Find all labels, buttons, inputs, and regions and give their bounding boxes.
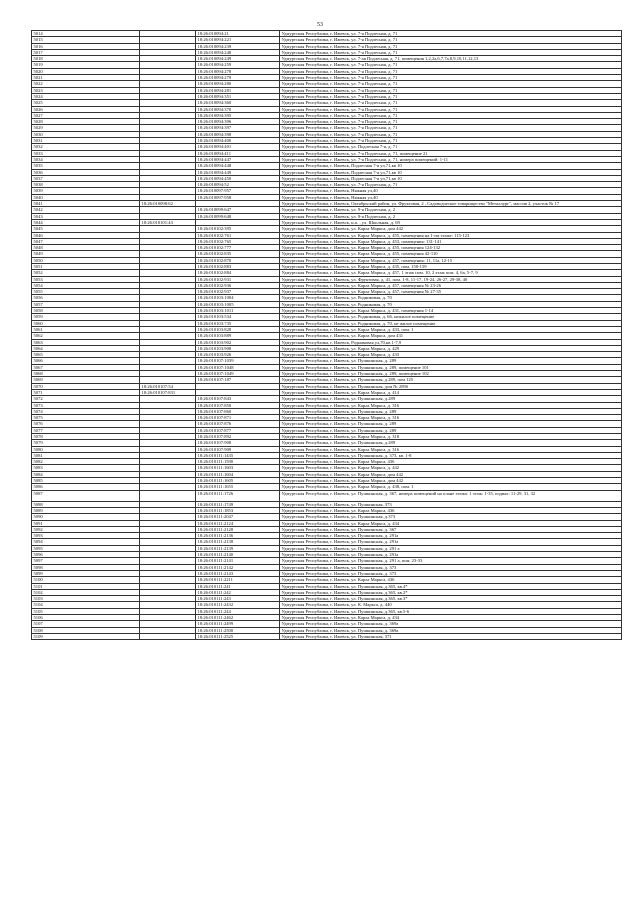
row-number-cell: 5040	[32, 194, 140, 200]
building-cadastral-number-cell: 18:26:010111:2525	[196, 633, 280, 639]
building-cadastral-number-cell: 18:26:010111:2211	[196, 577, 280, 583]
building-cadastral-number-cell: 18:26:010107:187	[196, 377, 280, 383]
address-cell: Удмуртская Республика, г. Ижевск, ул. 7-я Подлесная, д. 71	[280, 125, 622, 131]
row-number-cell: 5079	[32, 440, 140, 446]
land-cadastral-number-cell	[140, 490, 196, 501]
building-cadastral-number-cell: 18:26:010111:1435	[196, 452, 280, 458]
address-cell: Удмуртская Республика, г. Ижевск, Подлесная 7-я ул,71,кв 10	[280, 163, 622, 169]
row-number-cell: 5081	[32, 452, 140, 458]
row-number-cell: 5028	[32, 119, 140, 125]
land-cadastral-number-cell: 18:26:010107:54	[140, 383, 196, 389]
building-cadastral-number-cell: 18:26:010094:450	[196, 175, 280, 181]
building-cadastral-number-cell: 18:26:010102:883	[196, 263, 280, 269]
row-number-cell: 5085	[32, 478, 140, 484]
building-cadastral-number-cell: 18:26:010111:1655	[196, 484, 280, 490]
building-cadastral-number-cell: 18:26:010094:259	[196, 62, 280, 68]
address-cell: Удмуртская Республика, г. Ижевск, ул. Карла Маркса, д. 457, 1 этаж пом. 10, 2 этаж пом. 4, 6а, 5-7, 9	[280, 270, 622, 276]
row-number-cell: 5051	[32, 263, 140, 269]
row-number-cell: 5093	[32, 533, 140, 539]
row-number-cell: 5097	[32, 558, 140, 564]
building-cadastral-number-cell: 18:26:010111:1603	[196, 465, 280, 471]
address-cell: Удмуртская Республика, г. Ижевск, ул. Пушкинская, д. 291а	[280, 539, 622, 545]
building-cadastral-number-cell: 18:26:010094:395	[196, 112, 280, 118]
register-body	[32, 31, 622, 640]
row-number-cell: 5031	[32, 138, 140, 144]
address-cell: Удмуртская Республика, г. Ижевск, ул. Пушкинская, д. 289	[280, 427, 622, 433]
building-cadastral-number-cell: 18:26:010107:1039	[196, 358, 280, 364]
building-cadastral-number-cell: 18:26:010107:909	[196, 446, 280, 452]
building-cadastral-number-cell: 18:26:010102:761	[196, 232, 280, 238]
building-cadastral-number-cell: 18:26:010103:534	[196, 314, 280, 320]
row-number-cell: 5025	[32, 100, 140, 106]
address-cell: Удмуртская Республика, г. Ижевск, ул. 9-я Подлесная, д. 2	[280, 207, 622, 213]
building-cadastral-number-cell: 18:26:010102:395	[196, 226, 280, 232]
address-cell: Удмуртская Республика, г. Ижевск, ул. Пушкинская, д.289	[280, 396, 622, 402]
address-cell: Удмуртская Республика, г. Ижевск, ул. Карла Маркса, д. 442	[280, 465, 622, 471]
address-cell: Удмуртская Республика, г. Ижевск, ул. Подлесная 7-я, д. 71	[280, 144, 622, 150]
row-number-cell: 5106	[32, 615, 140, 621]
address-cell: Удмуртская Республика, г. Ижевск, ул. 7-я Подлесная, д. 71	[280, 81, 622, 87]
land-cadastral-number-cell	[140, 633, 196, 639]
address-cell: Удмуртская Республика, г. Ижевск, ул. Пушкинская, д.289	[280, 440, 622, 446]
row-number-cell: 5071	[32, 389, 140, 395]
address-cell: Удмуртская Республика, г. Ижевск, Родниковая ул,70,кв 1-7,9	[280, 339, 622, 345]
building-cadastral-number-cell: 18:26:010107:1049	[196, 371, 280, 377]
row-number-cell: 5053	[32, 276, 140, 282]
building-cadastral-number-cell: 18:26:010094:351	[196, 93, 280, 99]
building-cadastral-number-cell: 18:26:010103:1011	[196, 308, 280, 314]
row-number-cell: 5096	[32, 552, 140, 558]
building-cadastral-number-cell: 18:26:010094:449	[196, 169, 280, 175]
building-cadastral-number-cell: 18:26:010102:936	[196, 282, 280, 288]
row-number-cell: 5054	[32, 282, 140, 288]
building-cadastral-number-cell: 18:26:010094:401	[196, 144, 280, 150]
building-cadastral-number-cell: 18:26:010094:239	[196, 43, 280, 49]
building-cadastral-number-cell: 18:26:010103:1005	[196, 301, 280, 307]
address-cell: Удмуртская Республика, г. Ижевск, ул. Карла Маркса, д. 455, помещения 124-132	[280, 245, 622, 251]
address-cell: Удмуртская Республика, г. Ижевск, ул. Пушкинская, д. 291 а, пом. 23-33	[280, 558, 622, 564]
row-number-cell: 5030	[32, 131, 140, 137]
address-cell: Удмуртская Республика, г. Ижевск, ул. Пушкинская, 373	[280, 501, 622, 507]
address-cell: Удмуртская Республика, г. Ижевск, ул. Пушкинская, д. 291а	[280, 533, 622, 539]
address-cell: Удмуртская Республика, г. Ижевск, ул. 7-я Подлесная, д. 71	[280, 131, 622, 137]
row-number-cell: 5039	[32, 188, 140, 194]
address-cell: Удмуртская Республика, г. Ижевск, ул. Родниковая, д. 70	[280, 301, 622, 307]
building-cadastral-number-cell: 18:26:010111:2138	[196, 539, 280, 545]
address-cell: Удмуртская Республика, г. Ижевск, ул. Родниковая, д. 70, не жилое помещение.	[280, 320, 622, 326]
building-cadastral-number-cell: 18:26:010102:870	[196, 257, 280, 263]
address-cell: Удмуртская Республика, г. Ижевск, ул. Пушкинская, д. 289, помещение 101	[280, 364, 622, 370]
row-number-cell: 5018	[32, 56, 140, 62]
building-cadastral-number-cell: 18:26:010111:2140	[196, 552, 280, 558]
building-cadastral-number-cell: 18:26:010102:931	[196, 276, 280, 282]
address-cell: Удмуртская Республика, г. Ижевск, ул. Карла Маркса, 436	[280, 507, 622, 513]
row-number-cell: 5038	[32, 182, 140, 188]
address-cell: Удмуртская Республика, г. Ижевск, ул. Карла Маркса, д. 431, помещения 1-14	[280, 308, 622, 314]
building-cadastral-number-cell: 18:26:010111:2139	[196, 545, 280, 551]
row-number-cell: 5074	[32, 408, 140, 414]
address-cell: Удмуртская Республика, г. Ижевск, ул. Пушкинская, д. 291 а	[280, 545, 622, 551]
register-table	[31, 30, 622, 640]
address-cell: Удмуртская Республика, г. Ижевск, ул. Карла Маркса, д. 316	[280, 446, 622, 452]
building-cadastral-number-cell: 18:26:010107:850	[196, 402, 280, 408]
address-cell: Удмуртская Республика, г. Ижевск, ул. Родниковая, д. 66, нежилое помещение	[280, 314, 622, 320]
row-number-cell: 5016	[32, 43, 140, 49]
address-cell: Удмуртская Республика, г. Ижевск, ул. 7-я Подлесная, д. 71	[280, 68, 622, 74]
address-cell: Удмуртская Республика, г. Ижевск, ул. 7-я Подлесная, д. 71	[280, 119, 622, 125]
address-cell: Удмуртская Республика, г. Ижевск, ул. 7-я Подлесная, д. 71	[280, 182, 622, 188]
row-number-cell: 5050	[32, 257, 140, 263]
row-number-cell: 5087	[32, 490, 140, 501]
address-cell: Удмуртская Республика, г. Ижевск, ул. 7-я Подлесная, д. 71	[280, 75, 622, 81]
row-number-cell: 5058	[32, 308, 140, 314]
page-number: 53	[317, 22, 323, 28]
row-number-cell: 5048	[32, 245, 140, 251]
row-number-cell: 5090	[32, 514, 140, 520]
land-cadastral-number-cell: 18:26:010098:62	[140, 201, 196, 207]
building-cadastral-number-cell: 18:26:010094:249	[196, 56, 280, 62]
row-number-cell: 5075	[32, 415, 140, 421]
row-number-cell: 5080	[32, 446, 140, 452]
building-cadastral-number-cell: 18:26:010094:221	[196, 37, 280, 43]
address-cell: Удмуртская Республика, г. Ижевск, ул. Пушкинская, 371	[280, 633, 622, 639]
address-cell: Удмуртская Республика, г. Ижевск, ул. К. Маркса, д. 440	[280, 602, 622, 608]
address-cell: Удмуртская Республика, г. Ижевск, Няжная ул,40	[280, 188, 622, 194]
building-cadastral-number-cell: 18:26:010094:360	[196, 100, 280, 106]
building-cadastral-number-cell: 18:26:010103:902	[196, 339, 280, 345]
building-cadastral-number-cell: 18:26:010111:2141	[196, 558, 280, 564]
address-cell: Удмуртская Республика, г. Ижевск, ул. Пушкинская, д. 369а	[280, 627, 622, 633]
row-number-cell: 5092	[32, 526, 140, 532]
building-cadastral-number-cell: 18:26:010094:447	[196, 156, 280, 162]
row-number-cell: 5056	[32, 295, 140, 301]
row-number-cell: 5094	[32, 539, 140, 545]
building-cadastral-number-cell: 18:26:010111:1853	[196, 507, 280, 513]
row-number-cell: 5108	[32, 627, 140, 633]
building-cadastral-number-cell: 18:26:010107:876	[196, 421, 280, 427]
land-cadastral-number-cell: 18:26:010107:831	[140, 389, 196, 395]
row-number-cell: 5026	[32, 106, 140, 112]
row-number-cell: 5047	[32, 238, 140, 244]
address-cell: Удмуртская Республика, г. Ижевск, ул. 7-я Подлесная, д. 71	[280, 49, 622, 55]
row-number-cell: 5060	[32, 320, 140, 326]
building-cadastral-number-cell: 18:26:010111:2047	[196, 514, 280, 520]
building-cadastral-number-cell: 18:26:010111:243	[196, 596, 280, 602]
row-number-cell: 5042	[32, 207, 140, 213]
row-number-cell: 5021	[32, 75, 140, 81]
land-cadastral-number-cell: 18:26:010101:43	[140, 219, 196, 225]
building-cadastral-number-cell: 18:26:010111:2499	[196, 621, 280, 627]
building-cadastral-number-cell: 18:26:010094:281	[196, 87, 280, 93]
address-cell: Удмуртская Республика, г. Ижевск, ул. Карла Маркса, д. 434	[280, 615, 622, 621]
address-cell: Удмуртская Республика, г. Ижевск, ул. Карла Маркса, дом 442	[280, 471, 622, 477]
building-cadastral-number-cell: 18:26:010107:877	[196, 427, 280, 433]
address-cell: Удмуртская Республика, г. Ижевск, ул. 7-я Подлесная, д. 71	[280, 106, 622, 112]
building-cadastral-number-cell: 18:26:010111:242	[196, 589, 280, 595]
row-number-cell: 5098	[32, 564, 140, 570]
building-cadastral-number-cell: 18:26:010094:279	[196, 75, 280, 81]
building-cadastral-number-cell: 18:26:010094:396	[196, 119, 280, 125]
address-cell: Удмуртская Республика, г. Ижевск, ул. Пушкинская, д.289, пом 125	[280, 377, 622, 383]
address-cell: Удмуртская Республика, г. Ижевск, ул. Карла Маркса, д. 316	[280, 402, 622, 408]
row-number-cell: 5023	[32, 87, 140, 93]
address-cell: Удмуртская Республика, г. Ижевск, ул. Карла Маркса, 436	[280, 459, 622, 465]
row-number-cell: 5061	[32, 326, 140, 332]
building-cadastral-number-cell: 18:26:010102:884	[196, 270, 280, 276]
building-cadastral-number-cell: 18:26:010102:777	[196, 245, 280, 251]
address-cell: Удмуртская Республика, г. Ижевск, ул. Карла Маркса, д. 318	[280, 434, 622, 440]
row-number-cell: 5107	[32, 621, 140, 627]
row-number-cell: 5078	[32, 434, 140, 440]
building-cadastral-number-cell: 18:26:010094:278	[196, 68, 280, 74]
building-cadastral-number-cell: 18:26:010103:1004	[196, 295, 280, 301]
building-cadastral-number-cell: 18:26:010094:248	[196, 49, 280, 55]
row-number-cell: 5034	[32, 156, 140, 162]
address-cell: Удмуртская Республика, г. Ижевск, ул. 7-я Подлесная, д. 71	[280, 87, 622, 93]
row-number-cell: 5068	[32, 371, 140, 377]
row-number-cell: 5105	[32, 608, 140, 614]
building-cadastral-number-cell: 18:26:010097:957	[196, 188, 280, 194]
address-cell: Удмуртская Республика, г. Ижевск, Октябрьский район, ул. Фруктовая, 2 , Садоводческое товарищество "Металлург", массив 2, участок № 17	[280, 201, 622, 207]
address-cell: Удмуртская Республика, г. Ижевск, ул. Фруктовая, д. 41, пом. 1-8, 11-17, 19-24, 26-27, 29-38, 40	[280, 276, 622, 282]
row-number-cell: 5089	[32, 507, 140, 513]
row-number-cell: 5032	[32, 144, 140, 150]
row-number-cell: 5044	[32, 219, 140, 225]
building-cadastral-number-cell: 18:26:010107:871	[196, 415, 280, 421]
building-cadastral-number-cell: 18:26:010102:835	[196, 251, 280, 257]
address-cell: Удмуртская Республика, г. Ижевск, ул. Пушкинская, д. 289	[280, 408, 622, 414]
building-cadastral-number-cell: 18:26:010111:2142	[196, 564, 280, 570]
building-cadastral-number-cell: 18:26:010099:647	[196, 207, 280, 213]
row-number-cell: 5067	[32, 364, 140, 370]
row-number-cell: 5082	[32, 459, 140, 465]
row-number-cell: 5101	[32, 583, 140, 589]
address-cell: Удмуртская Республика, г. Ижевск, ул. Карла Маркса, д. 455, помещения на 1-ом этаже: 115-123	[280, 232, 622, 238]
address-cell: Удмуртская Республика, г. Ижевск, ул. Карла Маркса, д. 429	[280, 345, 622, 351]
row-number-cell: 5083	[32, 465, 140, 471]
building-cadastral-number-cell: 18:26:010111:244	[196, 608, 280, 614]
row-number-cell: 5066	[32, 358, 140, 364]
address-cell: Удмуртская Республика, г. Ижевск, ул. 7-я Подлесная, д. 71	[280, 138, 622, 144]
address-cell: Удмуртская Республика, г. Ижевск, Няжная ул,40	[280, 194, 622, 200]
row-number-cell: 5063	[32, 339, 140, 345]
building-cadastral-number-cell: 18:26:010111:1590	[196, 459, 280, 465]
building-cadastral-number-cell: 18:26:010111:2500	[196, 627, 280, 633]
address-cell: Удмуртская Республика, г. Ижевск, Подлесная 7-я ул,71,кв 10	[280, 175, 622, 181]
address-cell: Удмуртская Республика, г. Ижевск, ул. Пушкинская, д. 373	[280, 570, 622, 576]
row-number-cell: 5109	[32, 633, 140, 639]
row-number-cell: 5099	[32, 570, 140, 576]
address-cell: Удмуртская Республика, г. Ижевск, ул. Карла Маркса, д. 457, помещения № 23-26	[280, 282, 622, 288]
address-cell: Удмуртская Республика, г. Ижевск, ул. Пушкинская, дом № 289б	[280, 383, 622, 389]
row-number-cell: 5100	[32, 577, 140, 583]
address-cell: Удмуртская Республика, г. Ижевск, ул. Карла Маркса, д. 435, пом. 150-159	[280, 263, 622, 269]
building-cadastral-number-cell: 18:26:010094:370	[196, 106, 280, 112]
table-row	[32, 490, 622, 501]
address-cell: Удмуртская Республика, г. Ижевск, ул. 7-я Подлесная, д. 71	[280, 43, 622, 49]
building-cadastral-number-cell: 18:26:010094:52	[196, 182, 280, 188]
building-cadastral-number-cell: 18:26:010102:937	[196, 289, 280, 295]
row-number-cell: 5069	[32, 377, 140, 383]
row-number-cell: 5072	[32, 396, 140, 402]
row-number-cell: 5015	[32, 37, 140, 43]
address-cell: Удмуртская Республика, г. Ижевск, ул. Карла Маркса, д. 433, пом. 1	[280, 326, 622, 332]
address-cell: Удмуртская Республика, г. Ижевск, ул. 7-я Подлесная, д. 71	[280, 100, 622, 106]
address-cell: Удмуртская Республика, г. Ижевск, ул. Карла Маркса, д. 457, помещения: 11, 11а, 12-15	[280, 257, 622, 263]
address-cell: Удмуртская Республика, г. Ижевск, ул. 7-я Подлесная, д. 71, номера помещений: 1-11	[280, 156, 622, 162]
row-number-cell: 5029	[32, 125, 140, 131]
row-number-cell: 5022	[32, 81, 140, 87]
building-cadastral-number-cell: 18:26:010094:400	[196, 138, 280, 144]
row-number-cell: 5065	[32, 352, 140, 358]
building-cadastral-number-cell: 18:26:010107:1048	[196, 364, 280, 370]
address-cell: Удмуртская Республика, г. Ижевск, н.п. , ул. Школьная, д. 69	[280, 219, 622, 225]
building-cadastral-number-cell: 18:26:010111:241	[196, 583, 280, 589]
address-cell: Удмуртская Республика, г. Ижевск, ул. Пушкинская, д. 291а	[280, 552, 622, 558]
building-cadastral-number-cell: 18:26:010103:926	[196, 352, 280, 358]
row-number-cell: 5019	[32, 62, 140, 68]
row-number-cell: 5064	[32, 345, 140, 351]
row-number-cell: 5070	[32, 383, 140, 389]
row-number-cell: 5076	[32, 421, 140, 427]
row-number-cell: 5102	[32, 589, 140, 595]
row-number-cell: 5027	[32, 112, 140, 118]
building-cadastral-number-cell: 18:26:010111:2136	[196, 533, 280, 539]
row-number-cell: 5084	[32, 471, 140, 477]
table-row	[32, 633, 622, 639]
address-cell: Удмуртская Республика, г. Ижевск, ул. 7-я Подлесная, д. 71	[280, 31, 622, 37]
address-cell: Удмуртская Республика, г. Ижевск, ул. Пушкинская, д. 289, помещение 102	[280, 371, 622, 377]
row-number-cell: 5041	[32, 201, 140, 207]
building-cadastral-number-cell: 18:26:010107:908	[196, 440, 280, 446]
address-cell: Удмуртская Республика, г. Ижевск, ул. Пушкинская, д.365, кв.3*	[280, 596, 622, 602]
address-cell: Удмуртская Республика, г. Ижевск, ул. Карла Маркса, д. 453, помещения: 131-141	[280, 238, 622, 244]
address-cell: Удмуртская Республика, г. Ижевск, ул. Карла Маркса, д. 433	[280, 352, 622, 358]
building-cadastral-number-cell: 18:26:010111:2128	[196, 526, 280, 532]
address-cell: Удмуртская Республика, г. Ижевск, ул. Пушкинская, д.365, кв.2*	[280, 589, 622, 595]
address-cell: Удмуртская Республика, г. Ижевск, ул. Пушкинская, д. 367	[280, 526, 622, 532]
address-cell: Удмуртская Республика, г. Ижевск, ул. 9-я Подлесная, д. 2	[280, 213, 622, 219]
row-number-cell: 5037	[32, 175, 140, 181]
address-cell: Удмуртская Республика, г. Ижевск, Подлесная 7-я ул,71,кв 10	[280, 169, 622, 175]
building-cadastral-number-cell: 18:26:010103:828	[196, 326, 280, 332]
address-cell: Удмуртская Республика, г. Ижевск, ул. Пушкинская, д. 367, номера помещений на плане этажа: 1 этаж: 1-35, подвал: 11-29, 31, 32	[280, 490, 622, 501]
address-cell: Удмуртская Республика, г. Ижевск, ул. Родниковая, д. 70	[280, 295, 622, 301]
building-cadastral-number-cell: 18:26:010094:21	[196, 31, 280, 37]
building-cadastral-number-cell: 18:26:010094:448	[196, 163, 280, 169]
row-number-cell: 5024	[32, 93, 140, 99]
row-number-cell: 5059	[32, 314, 140, 320]
building-cadastral-number-cell: 18:26:010111:1749	[196, 501, 280, 507]
row-number-cell: 5035	[32, 163, 140, 169]
address-cell: Удмуртская Республика, г. Ижевск, ул. Карла Маркса, д. 438, пом. 1	[280, 484, 622, 490]
building-cadastral-number-cell: 18:26:010094:411	[196, 150, 280, 156]
row-number-cell: 5086	[32, 484, 140, 490]
address-cell: Удмуртская Республика, г. Ижевск, ул. Карла Маркса, д. 434	[280, 520, 622, 526]
building-cadastral-number-cell: 18:26:010111:2143	[196, 570, 280, 576]
row-number-cell: 5036	[32, 169, 140, 175]
row-number-cell: 5020	[32, 68, 140, 74]
address-cell: Удмуртская Республика, г. Ижевск, ул. Карла Маркса, дом 442	[280, 226, 622, 232]
building-cadastral-number-cell: 18:26:010102:765	[196, 238, 280, 244]
row-number-cell: 5091	[32, 520, 140, 526]
row-number-cell: 5103	[32, 596, 140, 602]
building-cadastral-number-cell: 18:26:010103:908	[196, 345, 280, 351]
building-cadastral-number-cell: 18:26:010111:1605	[196, 478, 280, 484]
building-cadastral-number-cell: 18:26:010111:2462	[196, 615, 280, 621]
address-cell: Удмуртская Республика, г. Ижевск, ул. Пушкинская, д.373	[280, 514, 622, 520]
address-cell: Удмуртская Республика, г. Ижевск, ул. Карла Маркса, д. 457, помещения № 27-35	[280, 289, 622, 295]
row-number-cell: 5057	[32, 301, 140, 307]
address-cell: Удмуртская Республика, г. Ижевск, ул. Пушкинская, д.365, кв.5-6	[280, 608, 622, 614]
building-cadastral-number-cell: 18:26:010097:958	[196, 194, 280, 200]
address-cell: Удмуртская Республика, г. Ижевск, ул. Карла Маркса, д. 414	[280, 389, 622, 395]
building-cadastral-number-cell: 18:26:010111:2432	[196, 602, 280, 608]
row-number-cell: 5043	[32, 213, 140, 219]
address-cell: Удмуртская Республика, г. Ижевск, ул. Пушкинская, д. 373	[280, 564, 622, 570]
row-number-cell: 5045	[32, 226, 140, 232]
row-number-cell: 5017	[32, 49, 140, 55]
address-cell: Удмуртская Республика, г. Ижевск, ул. Карла Маркса, дом 431	[280, 333, 622, 339]
address-cell: Удмуртская Республика, г. Ижевск, ул. Карла Маркса, д. 316	[280, 415, 622, 421]
building-cadastral-number-cell: 18:26:010107:892	[196, 434, 280, 440]
row-number-cell: 5073	[32, 402, 140, 408]
row-number-cell: 5062	[32, 333, 140, 339]
building-cadastral-number-cell: 18:26:010111:2124	[196, 520, 280, 526]
row-number-cell: 5049	[32, 251, 140, 257]
building-cadastral-number-cell: 18:26:010099:648	[196, 213, 280, 219]
address-cell: Удмуртская Республика, г. Ижевск, ул. 7-я Подлесная, д. 71	[280, 112, 622, 118]
address-cell: Удмуртская Республика, г. Ижевск, ул. Пушкинская, д.365, кв.4*	[280, 583, 622, 589]
row-number-cell: 5104	[32, 602, 140, 608]
row-number-cell: 5088	[32, 501, 140, 507]
address-cell: Удмуртская Республика, г. Ижевск, ул. Карла Маркса, 436	[280, 577, 622, 583]
address-cell: Удмуртская Республика, г. Ижевск, ул. Пушкинская, д. 289	[280, 421, 622, 427]
address-cell: Удмуртская Республика, г. Ижевск, ул. Пушкинская, д. 289	[280, 358, 622, 364]
address-cell: Удмуртская Республика, г. Ижевск, ул. Карла Маркса, дом 442	[280, 478, 622, 484]
address-cell: Удмуртская Республика, г. Ижевск, ул. Пушкинская, д. 373, кв. 1-8	[280, 452, 622, 458]
building-cadastral-number-cell: 18:26:010094:397	[196, 125, 280, 131]
row-number-cell: 5014	[32, 31, 140, 37]
address-cell: Удмуртская Республика, г. Ижевск, ул. Карла Маркса, д. 455, помещения 42-110	[280, 251, 622, 257]
address-cell: Удмуртская Республика, г. Ижевск, ул. 7-я Подлесная, д. 71	[280, 62, 622, 68]
address-cell: Удмуртская Республика, г. Ижевск, ул. 7-я Подлесная, д. 71	[280, 37, 622, 43]
row-number-cell: 5052	[32, 270, 140, 276]
row-number-cell: 5033	[32, 150, 140, 156]
row-number-cell: 5046	[32, 232, 140, 238]
building-cadastral-number-cell: 18:26:010107:860	[196, 408, 280, 414]
address-cell: Удмуртская Республика, г. Ижевск, ул. 7-я Подлесная, д. 71, помещение 21	[280, 150, 622, 156]
address-cell: Удмуртская Республика, г. Ижевск, ул. 7-ая Подлесная, д. 71, помещения 1,2,2а,6,7,7а,8,9,10,11,12,13	[280, 56, 622, 62]
row-number-cell: 5077	[32, 427, 140, 433]
address-cell: Удмуртская Республика, г. Ижевск, ул. 7-я Подлесная, д. 71	[280, 93, 622, 99]
row-number-cell: 5055	[32, 289, 140, 295]
building-cadastral-number-cell: 18:26:010111:1726	[196, 490, 280, 501]
address-cell: Удмуртская Республика, г. Ижевск, ул. Пушкинская, д. 369а	[280, 621, 622, 627]
building-cadastral-number-cell: 18:26:010111:1604	[196, 471, 280, 477]
row-number-cell: 5095	[32, 545, 140, 551]
building-cadastral-number-cell: 18:26:010094:398	[196, 131, 280, 137]
building-cadastral-number-cell: 18:26:010103:889	[196, 333, 280, 339]
building-cadastral-number-cell: 18:26:010103:735	[196, 320, 280, 326]
building-cadastral-number-cell: 18:26:010094:280	[196, 81, 280, 87]
building-cadastral-number-cell: 18:26:010107:843	[196, 396, 280, 402]
